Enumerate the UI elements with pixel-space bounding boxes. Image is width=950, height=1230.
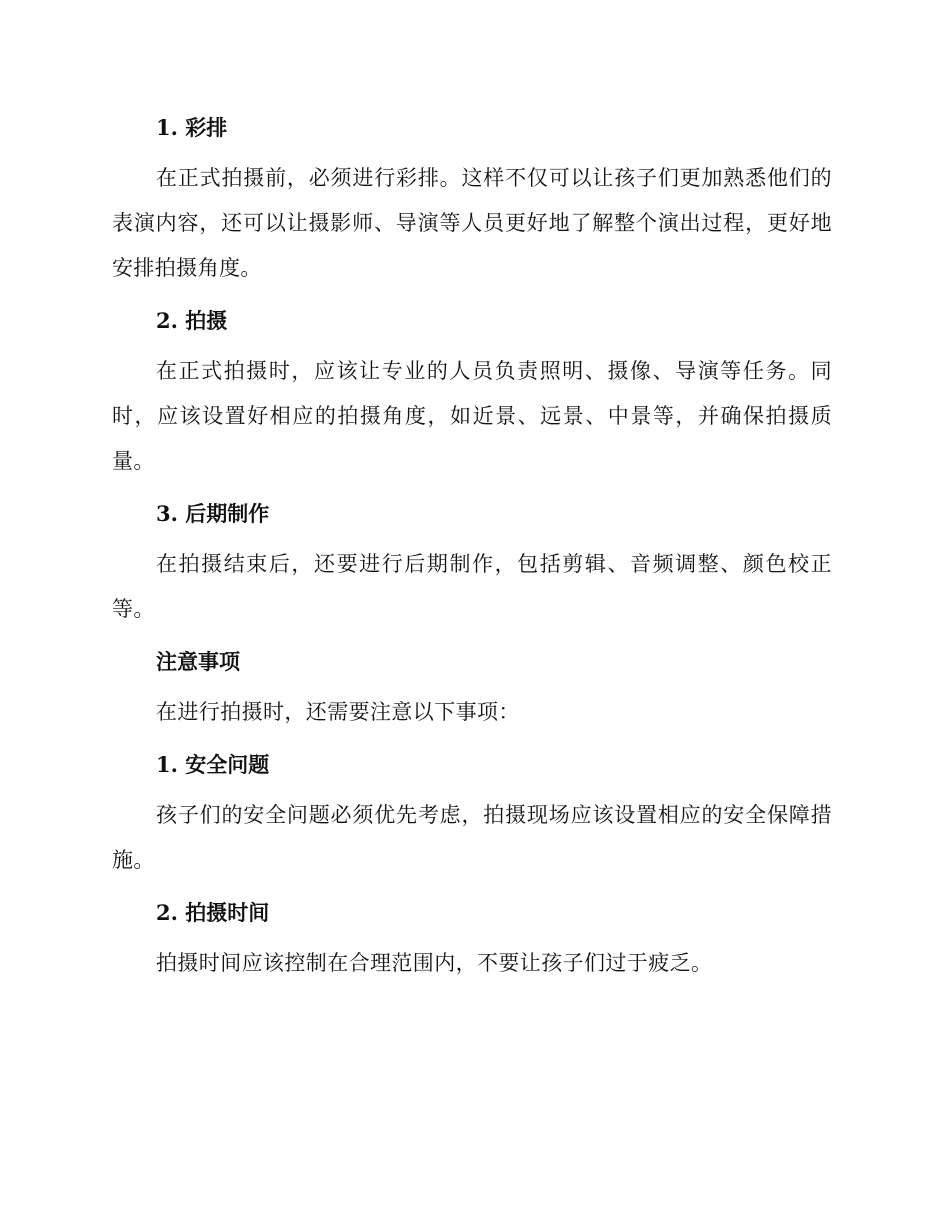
section-heading-shooting: 2. 拍摄 <box>156 308 228 333</box>
section-heading-post-production: 3. 后期制作 <box>156 501 270 526</box>
section-paragraph-shooting-time: 拍摄时间应该控制在合理范围内，不要让孩子们过于疲乏。 <box>156 951 713 975</box>
section-paragraph-post-production: 在拍摄结束后，还要进行后期制作，包括剪辑、音频调整、颜色校正等。 <box>112 552 832 621</box>
section-heading-safety: 1. 安全问题 <box>156 752 270 777</box>
section-heading-notes: 注意事项 <box>156 649 240 674</box>
section-heading-shooting-time: 2. 拍摄时间 <box>156 900 270 925</box>
document-body <box>112 102 832 998</box>
section-paragraph-shooting: 在正式拍摄时，应该让专业的人员负责照明、摄像、导演等任务。同时，应该设置好相应的拍摄角度，如近景、远景、中景等，并确保拍摄质量。 <box>112 359 832 473</box>
section-heading-rehearsal: 1. 彩排 <box>156 115 228 140</box>
section-paragraph-rehearsal: 在正式拍摄前，必须进行彩排。这样不仅可以让孩子们更加熟悉他们的表演内容，还可以让摄影师、导演等人员更好地了解整个演出过程，更好地安排拍摄角度。 <box>112 166 832 280</box>
section-paragraph-safety: 孩子们的安全问题必须优先考虑，拍摄现场应该设置相应的安全保障措施。 <box>112 803 832 872</box>
section-paragraph-notes: 在进行拍摄时，还需要注意以下事项： <box>156 700 520 724</box>
